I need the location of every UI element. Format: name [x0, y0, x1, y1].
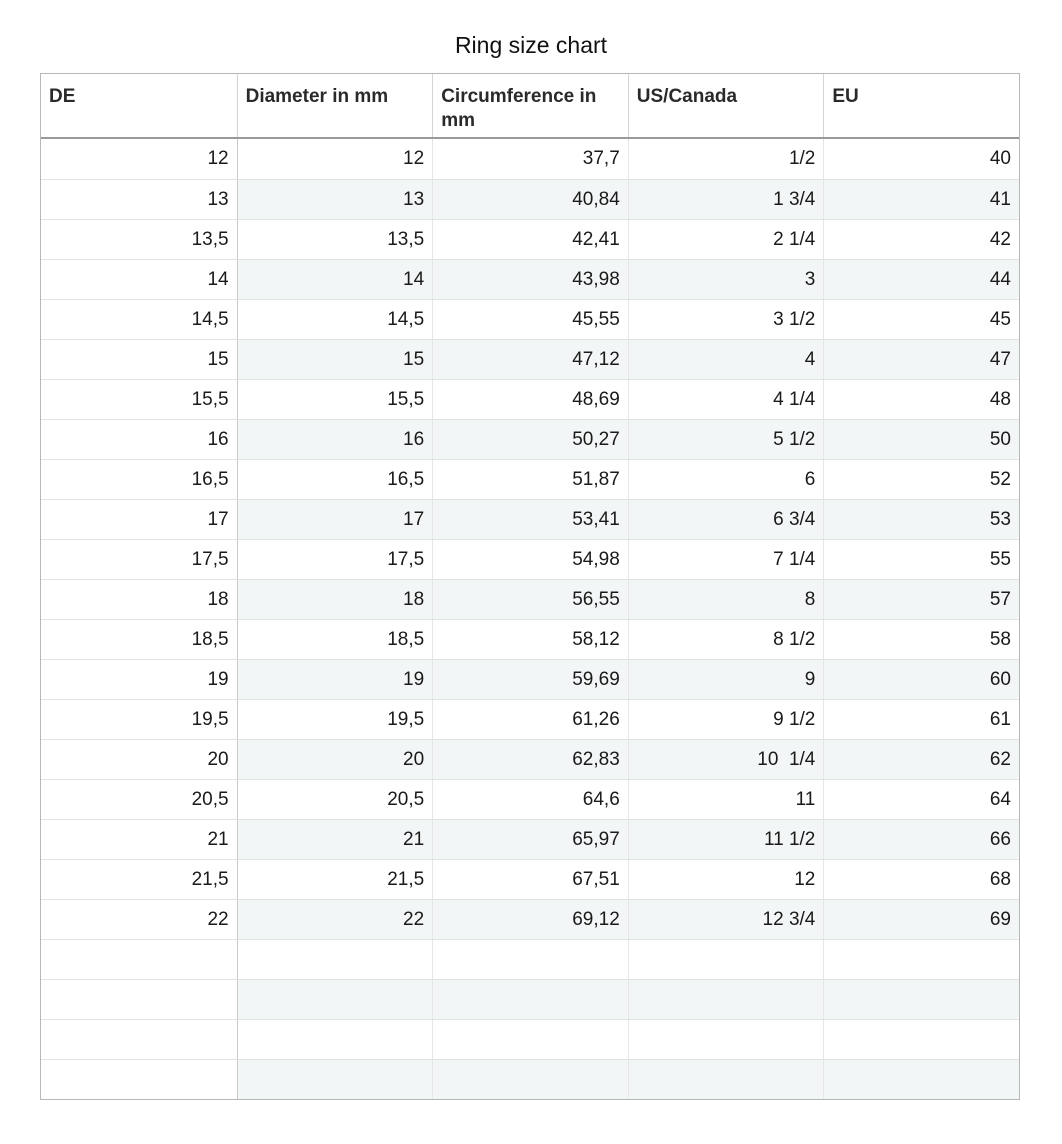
cell-us-canada: 12 3/4 [628, 900, 824, 939]
table-row [41, 459, 1019, 499]
cell-circumference: 59,69 [432, 660, 628, 699]
cell-us-canada: 6 [628, 460, 824, 499]
cell-circumference: 65,97 [432, 820, 628, 859]
cell-eu: 42 [823, 220, 1019, 259]
cell-de: 20 [41, 740, 237, 779]
cell-circumference: 50,27 [432, 420, 628, 459]
table-row [41, 379, 1019, 419]
cell-us-canada: 1/2 [628, 139, 824, 179]
cell-us-canada: 6 3/4 [628, 500, 824, 539]
cell-de: 18,5 [41, 620, 237, 659]
table-row [41, 899, 1019, 939]
cell-us-canada: 10 1/4 [628, 740, 824, 779]
cell-diameter [237, 980, 433, 1019]
cell-eu: 41 [823, 180, 1019, 219]
table-row [41, 219, 1019, 259]
cell-eu: 60 [823, 660, 1019, 699]
table-row [41, 939, 1019, 979]
cell-de [41, 1060, 237, 1099]
cell-eu: 48 [823, 380, 1019, 419]
cell-de: 15,5 [41, 380, 237, 419]
cell-circumference: 67,51 [432, 860, 628, 899]
cell-diameter: 15 [237, 340, 433, 379]
cell-eu: 57 [823, 580, 1019, 619]
cell-circumference: 40,84 [432, 180, 628, 219]
column-header-us-canada: US/Canada [628, 74, 824, 137]
cell-de: 20,5 [41, 780, 237, 819]
cell-us-canada [628, 980, 824, 1019]
cell-eu: 66 [823, 820, 1019, 859]
cell-diameter [237, 1020, 433, 1059]
cell-diameter: 12 [237, 139, 433, 179]
cell-us-canada: 11 [628, 780, 824, 819]
table-row [41, 1059, 1019, 1099]
cell-eu [823, 1060, 1019, 1099]
cell-us-canada [628, 940, 824, 979]
cell-diameter: 18,5 [237, 620, 433, 659]
cell-de: 15 [41, 340, 237, 379]
table-row [41, 619, 1019, 659]
table-body [41, 139, 1019, 1099]
cell-diameter: 22 [237, 900, 433, 939]
cell-us-canada: 5 1/2 [628, 420, 824, 459]
cell-de: 14 [41, 260, 237, 299]
cell-us-canada: 8 1/2 [628, 620, 824, 659]
cell-de [41, 980, 237, 1019]
table-row [41, 339, 1019, 379]
cell-de: 22 [41, 900, 237, 939]
cell-circumference: 53,41 [432, 500, 628, 539]
cell-eu: 58 [823, 620, 1019, 659]
cell-circumference: 47,12 [432, 340, 628, 379]
cell-diameter: 18 [237, 580, 433, 619]
cell-diameter: 17,5 [237, 540, 433, 579]
cell-eu: 69 [823, 900, 1019, 939]
ring-size-table [40, 73, 1020, 1100]
table-row [41, 579, 1019, 619]
cell-diameter [237, 1060, 433, 1099]
cell-diameter: 15,5 [237, 380, 433, 419]
cell-circumference [432, 1060, 628, 1099]
cell-eu: 55 [823, 540, 1019, 579]
cell-diameter: 16 [237, 420, 433, 459]
cell-de: 17 [41, 500, 237, 539]
table-row [41, 659, 1019, 699]
table-row [41, 299, 1019, 339]
cell-circumference: 61,26 [432, 700, 628, 739]
table-row [41, 139, 1019, 179]
table-row [41, 499, 1019, 539]
cell-us-canada: 3 1/2 [628, 300, 824, 339]
cell-eu: 52 [823, 460, 1019, 499]
cell-de: 16 [41, 420, 237, 459]
cell-us-canada: 8 [628, 580, 824, 619]
cell-us-canada [628, 1060, 824, 1099]
cell-diameter: 16,5 [237, 460, 433, 499]
cell-circumference: 56,55 [432, 580, 628, 619]
cell-circumference: 51,87 [432, 460, 628, 499]
cell-us-canada [628, 1020, 824, 1059]
cell-de: 21 [41, 820, 237, 859]
cell-circumference: 37,7 [432, 139, 628, 179]
cell-diameter: 13,5 [237, 220, 433, 259]
table-header [41, 74, 1019, 139]
cell-us-canada: 9 1/2 [628, 700, 824, 739]
cell-eu: 50 [823, 420, 1019, 459]
cell-eu [823, 980, 1019, 1019]
cell-eu: 64 [823, 780, 1019, 819]
cell-us-canada: 11 1/2 [628, 820, 824, 859]
cell-us-canada: 4 1/4 [628, 380, 824, 419]
cell-eu: 47 [823, 340, 1019, 379]
cell-de: 16,5 [41, 460, 237, 499]
cell-circumference [432, 980, 628, 1019]
cell-eu [823, 1020, 1019, 1059]
table-row [41, 699, 1019, 739]
table-row [41, 259, 1019, 299]
cell-circumference: 69,12 [432, 900, 628, 939]
cell-de: 13,5 [41, 220, 237, 259]
cell-diameter [237, 940, 433, 979]
cell-de: 19 [41, 660, 237, 699]
column-header-de: DE [49, 86, 76, 107]
cell-us-canada: 4 [628, 340, 824, 379]
cell-circumference [432, 940, 628, 979]
cell-eu: 45 [823, 300, 1019, 339]
cell-de: 12 [41, 139, 237, 179]
cell-diameter: 21 [237, 820, 433, 859]
cell-circumference: 62,83 [432, 740, 628, 779]
table-row [41, 419, 1019, 459]
table-row [41, 739, 1019, 779]
cell-de: 13 [41, 180, 237, 219]
cell-eu: 40 [823, 139, 1019, 179]
cell-us-canada: 7 1/4 [628, 540, 824, 579]
cell-de [41, 940, 237, 979]
table-row [41, 819, 1019, 859]
table-row [41, 979, 1019, 1019]
cell-eu: 61 [823, 700, 1019, 739]
cell-de: 21,5 [41, 860, 237, 899]
cell-diameter: 20 [237, 740, 433, 779]
cell-us-canada: 2 1/4 [628, 220, 824, 259]
table-row [41, 779, 1019, 819]
cell-eu [823, 940, 1019, 979]
cell-diameter: 20,5 [237, 780, 433, 819]
cell-circumference: 64,6 [432, 780, 628, 819]
cell-eu: 68 [823, 860, 1019, 899]
cell-circumference: 45,55 [432, 300, 628, 339]
cell-de: 17,5 [41, 540, 237, 579]
table-row [41, 539, 1019, 579]
table-row [41, 179, 1019, 219]
cell-us-canada: 12 [628, 860, 824, 899]
cell-circumference: 43,98 [432, 260, 628, 299]
table-row [41, 859, 1019, 899]
column-header-diameter: Diameter in mm [237, 74, 433, 137]
cell-circumference: 58,12 [432, 620, 628, 659]
cell-diameter: 17 [237, 500, 433, 539]
cell-us-canada: 3 [628, 260, 824, 299]
cell-diameter: 14,5 [237, 300, 433, 339]
cell-de: 18 [41, 580, 237, 619]
column-header-eu: EU [823, 74, 1019, 137]
cell-de: 14,5 [41, 300, 237, 339]
table-row [41, 1019, 1019, 1059]
cell-eu: 53 [823, 500, 1019, 539]
cell-diameter: 19 [237, 660, 433, 699]
page-title: Ring size chart [454, 32, 608, 58]
cell-us-canada: 1 3/4 [628, 180, 824, 219]
cell-diameter: 13 [237, 180, 433, 219]
cell-circumference: 54,98 [432, 540, 628, 579]
cell-de [41, 1020, 237, 1059]
column-header-circumference: Circumference in mm [432, 74, 628, 137]
cell-circumference: 42,41 [432, 220, 628, 259]
cell-diameter: 14 [237, 260, 433, 299]
cell-circumference [432, 1020, 628, 1059]
cell-eu: 62 [823, 740, 1019, 779]
cell-eu: 44 [823, 260, 1019, 299]
cell-de: 19,5 [41, 700, 237, 739]
cell-diameter: 19,5 [237, 700, 433, 739]
cell-circumference: 48,69 [432, 380, 628, 419]
cell-us-canada: 9 [628, 660, 824, 699]
cell-diameter: 21,5 [237, 860, 433, 899]
